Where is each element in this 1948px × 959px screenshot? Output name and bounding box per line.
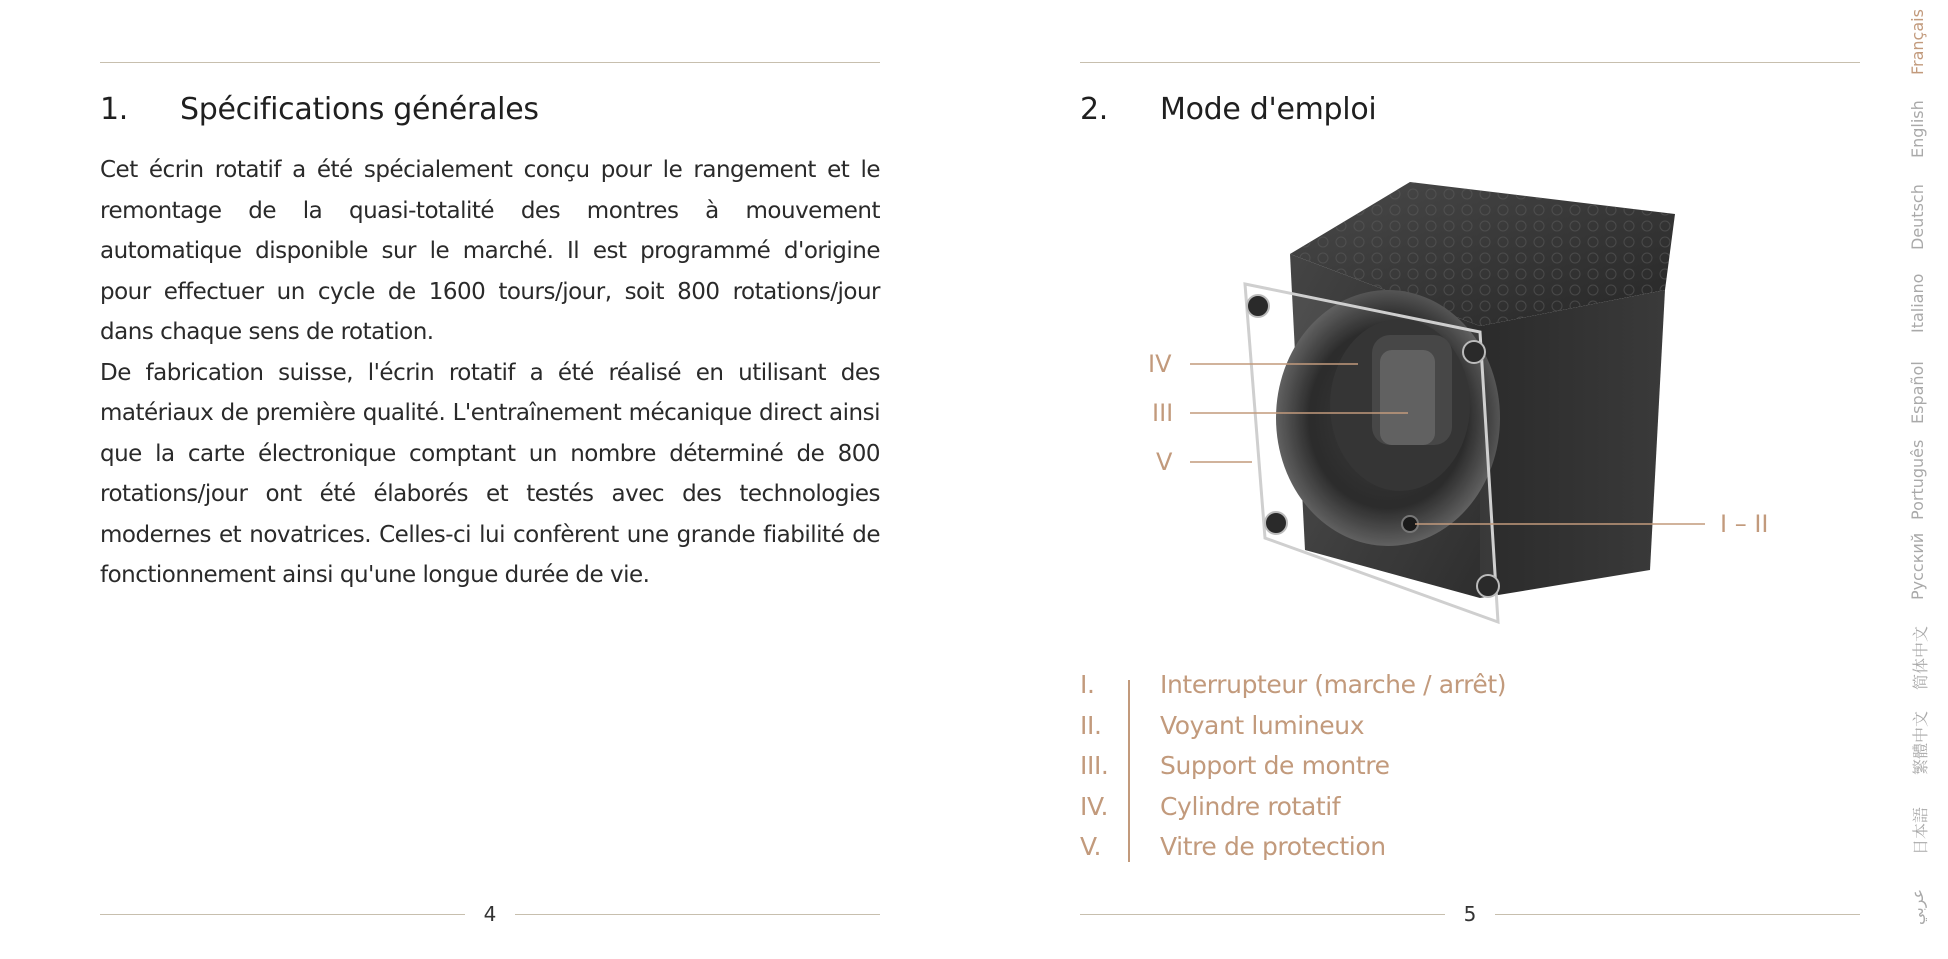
language-arabic[interactable]: عربي <box>1908 888 1927 925</box>
legend-text: Voyant lumineux <box>1160 710 1365 740</box>
paragraph: De fabrication suisse, l'écrin rotatif a été réalisé en utilisant des matériaux de première qualité. L'entraînement mécanique direct ainsi que la carte électronique comptant un nombre déterminé de 800 rotations/jour ont été élaborés et testés avec des technologies modernes et novatrices. Celles-ci lui confèrent une grande fiabilité de fonctionnement ainsi qu'une longue durée de vie. <box>100 359 880 588</box>
top-rule <box>100 62 880 63</box>
legend-item <box>1080 749 1780 790</box>
legend-number: IV. <box>1080 791 1108 821</box>
language-spanish[interactable]: Español <box>1908 361 1927 424</box>
callout-iv: IV <box>1148 350 1172 378</box>
language-simplified-chinese[interactable]: 简体中文 <box>1911 625 1930 690</box>
component-legend <box>1080 668 1780 871</box>
legend-item <box>1080 709 1780 750</box>
footer-rule <box>515 914 880 915</box>
page-footer <box>100 902 880 926</box>
legend-text: Cylindre rotatif <box>1160 791 1341 821</box>
legend-number: III. <box>1080 751 1109 780</box>
callout-v: V <box>1156 448 1173 476</box>
box-side <box>1480 290 1665 598</box>
language-french[interactable]: Français <box>1908 9 1927 75</box>
language-english[interactable]: English <box>1908 100 1927 158</box>
watch-winder-illustration <box>1080 170 1860 640</box>
legend-item <box>1080 830 1780 871</box>
section-body <box>100 150 880 596</box>
top-rule <box>1080 62 1860 63</box>
legend-number: II. <box>1080 710 1102 740</box>
section-heading <box>1080 92 1376 127</box>
language-traditional-chinese[interactable]: 繁體中文 <box>1911 710 1930 775</box>
legend-item <box>1080 668 1780 709</box>
footer-rule <box>1495 914 1860 915</box>
legend-item <box>1080 790 1780 831</box>
legend-number: V. <box>1080 832 1102 861</box>
legend-number: I. <box>1080 670 1095 699</box>
callout-iii: III <box>1152 399 1174 427</box>
section-number: 2. <box>1080 92 1109 127</box>
language-portuguese[interactable]: Português <box>1908 439 1927 520</box>
legend-text: Support de montre <box>1160 751 1390 780</box>
legend-text: Interrupteur (marche / arrêt) <box>1160 670 1507 699</box>
legend-text: Vitre de protection <box>1160 832 1386 861</box>
callout-i-ii: I – II <box>1720 510 1769 538</box>
language-russian[interactable]: Русский <box>1908 532 1927 600</box>
language-italian[interactable]: Italiano <box>1908 273 1927 333</box>
page-number: 4 <box>483 902 497 926</box>
language-japanese[interactable]: 日本語 <box>1911 806 1930 855</box>
section-title: Spécifications générales <box>180 92 539 127</box>
protection-glass <box>1245 284 1498 622</box>
paragraph: Cet écrin rotatif a été spécialement conçu pour le rangement et le remontage de la quasi-totalité des montres à mouvement automatique disponible sur le marché. Il est programmé d'origine pour effectuer un cycle de 1600 tours/jour, soit 800 rotations/jour dans chaque sens de rotation. <box>100 157 880 345</box>
watch-winder-image <box>1080 170 1860 640</box>
section-title: Mode d'emploi <box>1160 92 1377 127</box>
page-footer <box>1080 902 1860 926</box>
language-german[interactable]: Deutsch <box>1908 184 1927 250</box>
section-heading <box>100 92 539 127</box>
page-number: 5 <box>1463 902 1477 926</box>
language-selector <box>1908 0 1948 959</box>
section-number: 1. <box>100 92 129 127</box>
